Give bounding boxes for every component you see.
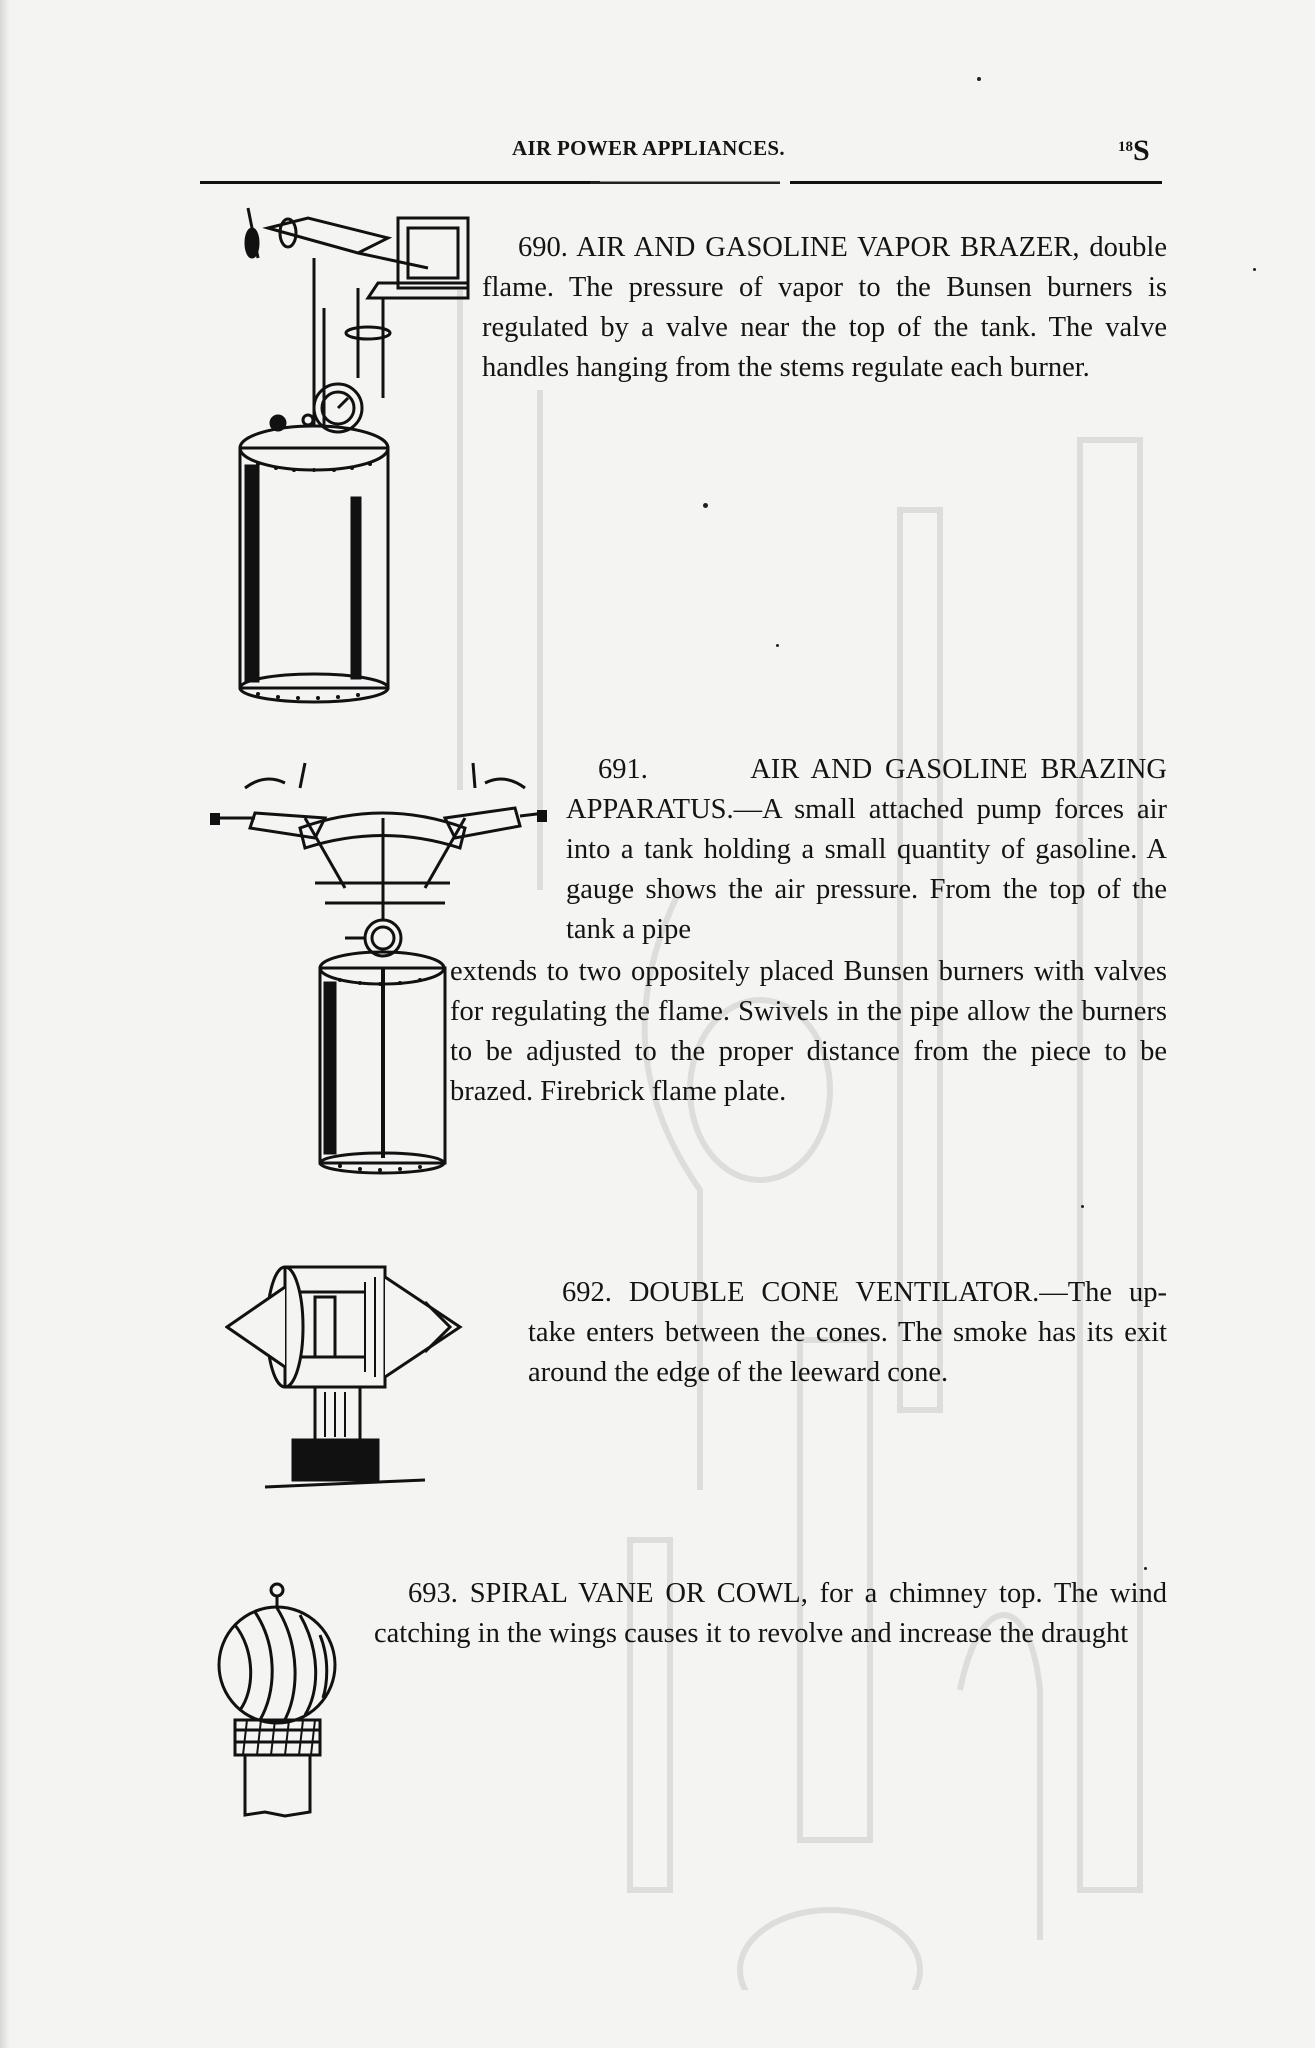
entry-692-text: DOUBLE CONE VENTILATOR.—The up-take enters between the cones. The smoke has its exit around the edge of the leeward cone. <box>528 1277 1168 1388</box>
entry-691-first <box>566 750 1167 950</box>
entry-692 <box>528 1273 1167 1393</box>
page-number-digits: 18 <box>1118 139 1133 155</box>
vapor-brazer-illustration <box>228 198 490 708</box>
entry-693-text: SPIRAL VANE OR COWL, for a chimney top. The wind catching in the wings causes it to revolve and increase the draught <box>374 1578 1167 1649</box>
entry-693-number: 693. <box>408 1578 458 1609</box>
entry-691-text-first: AIR AND GASOLINE BRAZING APPARATUS.—A small attached pump forces air into a tank holding a small quantity of gasoline. A gauge shows the air pressure. From the top of the tank a pipe <box>566 754 1168 945</box>
print-speck <box>776 644 779 647</box>
entry-691-text-rest: extends to two oppositely placed Bunsen burners with valves for regulating the flame. Swivels in the pipe allow the burners to be adjusted to the proper distance from the piece to be brazed. Firebrick flame plate. <box>450 956 1167 1107</box>
entry-690-number: 690. <box>518 232 568 263</box>
entry-692-number: 692. <box>562 1277 612 1308</box>
entry-691-number: 691. <box>598 754 648 785</box>
print-speck <box>1081 1205 1084 1208</box>
entry-691-rest <box>450 952 1167 1112</box>
entry-693 <box>374 1574 1167 1654</box>
page-number-letter: S <box>1133 134 1150 167</box>
running-head: AIR POWER APPLIANCES. <box>512 136 785 160</box>
page-number <box>1118 134 1150 168</box>
double-cone-ventilator-illustration <box>225 1262 465 1494</box>
spiral-vane-cowl-illustration <box>215 1580 345 1820</box>
header-rule <box>200 180 1162 185</box>
print-speck <box>1144 1567 1147 1570</box>
print-speck <box>703 503 708 508</box>
entry-690 <box>482 228 1167 388</box>
print-speck <box>1253 268 1256 271</box>
print-speck <box>977 77 981 81</box>
entry-690-text: AIR AND GASOLINE VAPOR BRAZER, double flame. The pressure of vapor to the Bunsen burners is regulated by a valve near the top of the tank. The valve handles hanging from the stems regulate each burner. <box>482 232 1168 383</box>
page-edge-shadow <box>0 0 10 2048</box>
